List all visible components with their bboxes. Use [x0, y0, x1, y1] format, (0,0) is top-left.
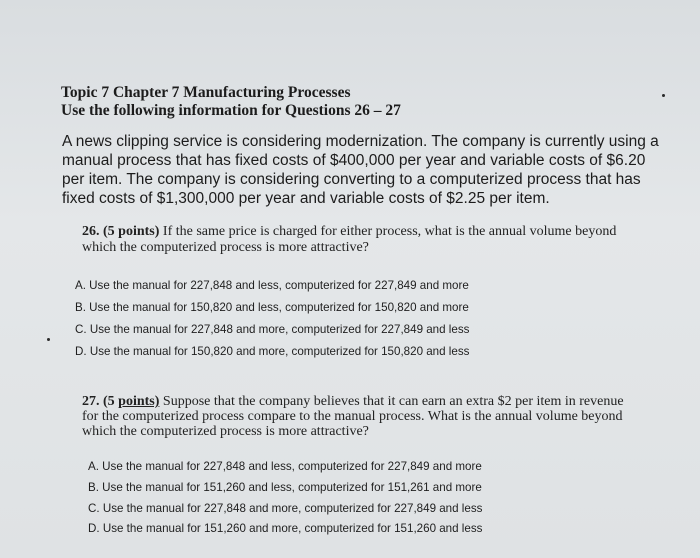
q27-line-3: which the computerized process is more attractive?: [82, 424, 369, 439]
q27-number: 27.: [82, 394, 100, 409]
paper-speck: [662, 94, 665, 97]
q27-suppose: Suppose: [162, 394, 211, 409]
q26-line-1: [82, 224, 616, 240]
q27-line-2: for the computerized process compare to the manual process. What is the annual volume beyond: [82, 409, 623, 424]
topic-title: Topic 7 Chapter 7 Manufacturing Processes: [61, 84, 351, 101]
q26-line-2: which the computerized process is more attractive?: [82, 240, 369, 255]
q26-option-a[interactable]: A. Use the manual for 227,848 and less, computerized for 227,849 and more: [75, 279, 469, 292]
intro-line-3: per item. The company is considering converting to a computerized process that has: [62, 171, 641, 188]
q27-text-1: that the company believes that it can earn an extra $2 per item in revenue: [210, 394, 624, 409]
q26-points: (5 points): [103, 224, 160, 239]
q26-option-b[interactable]: B. Use the manual for 150,820 and less, computerized for 150,820 and more: [75, 301, 469, 314]
intro-line-1: A news clipping service is considering modernization. The company is currently using a: [62, 133, 659, 150]
q26-number: 26.: [82, 224, 100, 239]
q27-option-b[interactable]: B. Use the manual for 151,260 and less, computerized for 151,261 and more: [88, 481, 482, 494]
q26-text-1: If the same price is charged for either process, what is the annual volume beyond: [162, 224, 617, 239]
q27-option-d[interactable]: D. Use the manual for 151,260 and more, computerized for 151,260 and less: [88, 522, 483, 535]
intro-line-4: fixed costs of $1,300,000 per year and variable costs of $2.25 per item.: [62, 190, 550, 207]
q27-option-a[interactable]: A. Use the manual for 227,848 and less, computerized for 227,849 and more: [88, 460, 482, 473]
q26-option-d[interactable]: D. Use the manual for 150,820 and more, computerized for 150,820 and less: [75, 345, 470, 358]
q26-option-c[interactable]: C. Use the manual for 227,848 and more, computerized for 227,849 and less: [75, 323, 470, 336]
q27-option-c[interactable]: C. Use the manual for 227,848 and more, computerized for 227,849 and less: [88, 502, 483, 515]
paper-speck: [47, 338, 50, 341]
intro-line-2: manual process that has fixed costs of $400,000 per year and variable costs of $6.20: [62, 152, 646, 169]
q27-points-open: (5: [103, 394, 119, 409]
q27-line-1: [82, 394, 624, 410]
topic-subtitle: Use the following information for Questions 26 – 27: [61, 102, 401, 119]
q27-points-word: points): [118, 394, 160, 409]
